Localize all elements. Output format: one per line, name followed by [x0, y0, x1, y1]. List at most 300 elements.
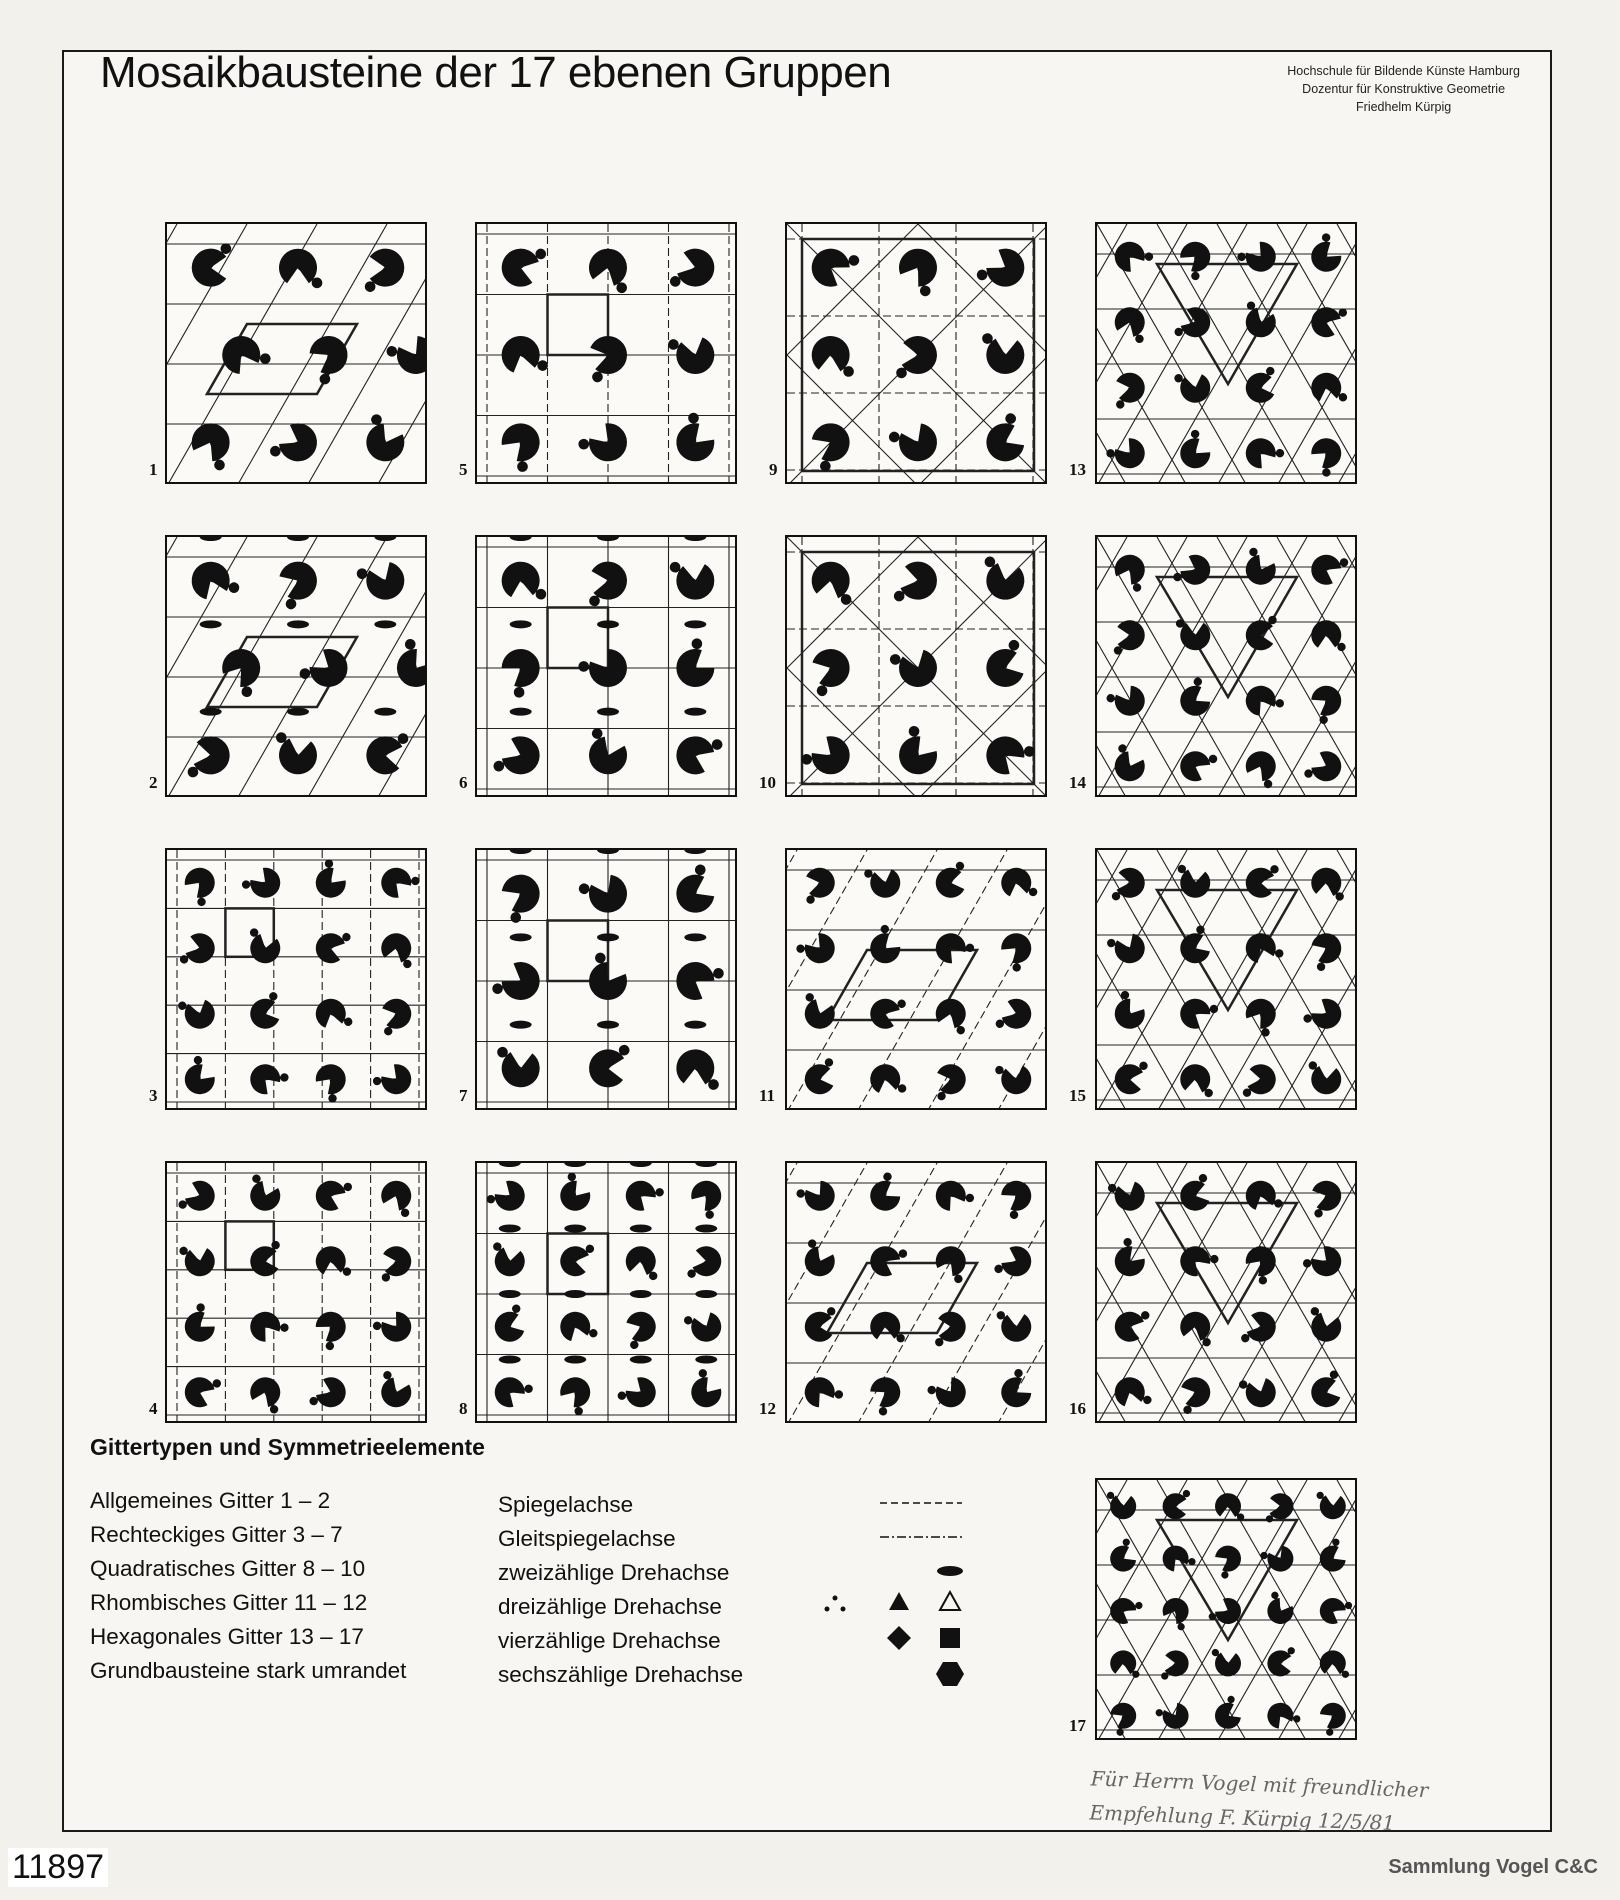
motif-shape: [864, 1372, 909, 1418]
motif-shape: [577, 867, 634, 922]
motif-shape: [307, 858, 353, 904]
motif-shape: [1105, 431, 1151, 477]
twofold-axis-marker: [200, 537, 222, 541]
motif-shape: [192, 243, 231, 286]
motif-shape: [493, 416, 551, 475]
motif-shape: [797, 992, 840, 1033]
motif-shape: [578, 726, 634, 780]
pattern-panel-13: [1095, 222, 1357, 484]
archive-id: 11897: [8, 1848, 108, 1887]
institution-line-3: Friedhelm Kürpig: [1356, 100, 1452, 114]
motif-shape: [683, 1307, 725, 1348]
pattern-drawing: [167, 224, 427, 484]
twofold-axis-marker: [499, 1356, 521, 1364]
pattern-panel-15: [1095, 848, 1357, 1110]
motif-shape: [804, 417, 858, 473]
motif-shape: [1106, 1492, 1137, 1520]
twofold-axis-marker: [695, 1421, 717, 1423]
motif-shape: [488, 1242, 528, 1279]
motif-shape: [176, 1054, 222, 1100]
motif-shape: [309, 1058, 355, 1104]
pattern-drawing: [477, 224, 737, 484]
twofold-axis-marker: [695, 1290, 717, 1298]
panel-number: 4: [149, 1399, 158, 1418]
motif-shape: [1263, 1696, 1302, 1734]
motif-shape: [246, 991, 285, 1032]
motif-shape: [375, 859, 421, 905]
pattern-drawing: [1097, 224, 1357, 484]
motif-shape: [933, 861, 970, 900]
motif-shape: [1307, 1177, 1346, 1218]
motif-shape: [385, 637, 427, 695]
twofold-axis-marker: [510, 850, 532, 854]
motif-shape: [1313, 1537, 1351, 1576]
motif-shape: [1259, 1590, 1298, 1629]
motif-shape: [1244, 862, 1279, 900]
motif-shape: [865, 1237, 909, 1282]
motif-shape: [489, 1303, 530, 1345]
motif-shape: [495, 1047, 540, 1089]
twofold-axis-marker: [597, 850, 619, 854]
twofold-axis-marker: [630, 1290, 652, 1298]
twofold-axis-marker: [630, 1356, 652, 1364]
twofold-axis-marker: [684, 708, 706, 716]
motif-shape: [1176, 1374, 1215, 1415]
motif-shape: [684, 1175, 730, 1221]
motif-shape: [1177, 1308, 1218, 1347]
motif-shape: [551, 1171, 597, 1217]
motif-shape: [870, 1311, 905, 1343]
pattern-drawing: [1097, 537, 1357, 797]
motif-shape: [675, 1048, 720, 1090]
motif-shape: [588, 1043, 630, 1088]
twofold-axis-marker: [684, 620, 706, 628]
motif-shape: [177, 994, 218, 1033]
lattice-item: Rhombisches Gitter 11 – 12: [90, 1590, 368, 1615]
motif-shape: [616, 1370, 662, 1416]
lattice-item: Allgemeines Gitter 1 – 2: [90, 1488, 331, 1513]
motif-shape: [177, 1175, 219, 1219]
motif-shape: [1303, 232, 1349, 278]
pattern-panel-3: [165, 848, 427, 1110]
motif-shape: [576, 640, 634, 697]
motif-shape: [1154, 1697, 1193, 1735]
motif-shape: [1104, 1537, 1142, 1576]
panel-number: 6: [459, 773, 468, 792]
motif-shape: [623, 1244, 663, 1281]
lattice-item: Rechteckiges Gitter 3 – 7: [90, 1522, 343, 1547]
motif-shape: [1175, 742, 1219, 787]
motif-shape: [364, 729, 409, 777]
twofold-axis-marker: [597, 708, 619, 716]
motif-shape: [993, 1367, 1038, 1413]
symmetry-symbols: [820, 1488, 970, 1698]
motif-shape: [1242, 1062, 1277, 1100]
legend-heading: Gittertypen und Symmetrieelemente: [90, 1434, 485, 1460]
motif-shape: [799, 1369, 845, 1414]
pattern-drawing: [787, 1163, 1047, 1423]
pattern-panel-17: [1095, 1478, 1357, 1740]
motif-shape: [314, 1244, 351, 1279]
motif-shape: [994, 994, 1035, 1037]
handwriting-line-1: Für Herrn Vogel mit freundlicher: [1090, 1766, 1429, 1803]
panel-number: 9: [769, 460, 778, 479]
element-item: zweizählige Drehachse: [498, 1560, 730, 1585]
motif-shape: [1111, 371, 1147, 410]
motif-shape: [810, 335, 856, 377]
motif-shape: [979, 725, 1037, 784]
pattern-panel-11: [785, 848, 1047, 1110]
motif-shape: [996, 1310, 1031, 1342]
motif-shape: [308, 1372, 350, 1416]
panel-number: 16: [1069, 1399, 1086, 1418]
motif-shape: [184, 416, 241, 472]
motif-shape: [1239, 993, 1285, 1038]
motif-shape: [1266, 1493, 1294, 1524]
motif-shape: [670, 725, 724, 781]
pattern-drawing: [167, 537, 427, 797]
motif-shape: [365, 249, 404, 292]
motif-shape: [1215, 1493, 1246, 1521]
motif-shape: [244, 1055, 290, 1101]
handwritten-dedication: [1089, 1761, 1471, 1842]
element-item: sechszählige Drehachse: [498, 1662, 744, 1687]
motif-shape: [980, 639, 1031, 692]
twofold-axis-marker: [287, 537, 309, 541]
motif-shape: [355, 555, 410, 608]
motif-shape: [1106, 743, 1151, 787]
motif-shape: [176, 1302, 221, 1348]
twofold-axis-marker: [510, 537, 532, 541]
motif-shape: [1237, 300, 1280, 341]
motif-shape: [889, 643, 942, 694]
motif-shape: [490, 954, 547, 1012]
motif-shape: [1111, 1304, 1150, 1345]
panel-number: 7: [459, 1086, 468, 1105]
panel-number: 10: [759, 773, 776, 792]
twofold-axis-marker: [287, 620, 309, 628]
twofold-axis-marker: [499, 1225, 521, 1233]
motif-shape: [666, 636, 723, 694]
motif-shape: [1240, 678, 1285, 722]
motif-shape: [180, 1369, 222, 1413]
twofold-axis-marker: [510, 795, 532, 797]
institution-line-2: Dozentur für Konstruktive Geometrie: [1302, 82, 1506, 96]
panel-number: 13: [1069, 460, 1086, 479]
motif-shape: [494, 868, 549, 925]
motif-shape: [1319, 1650, 1350, 1678]
panel-number: 5: [459, 460, 468, 479]
motif-shape: [584, 244, 637, 294]
element-item: vierzählige Drehachse: [498, 1628, 721, 1653]
motif-shape: [1106, 927, 1150, 969]
motif-shape: [804, 237, 861, 295]
motif-shape: [862, 1171, 907, 1217]
twofold-axis-marker: [564, 1225, 586, 1233]
motif-shape: [1106, 1236, 1152, 1282]
twofold-axis-marker: [564, 1421, 586, 1423]
motif-shape: [926, 1371, 972, 1416]
motif-shape: [489, 1368, 535, 1414]
element-item: dreizählige Drehachse: [498, 1594, 722, 1619]
motif-shape: [1236, 235, 1282, 281]
motif-shape: [995, 1061, 1034, 1098]
motif-shape: [577, 951, 635, 1008]
motif-shape: [1113, 1058, 1148, 1096]
motif-shape: [178, 862, 224, 908]
twofold-axis-marker: [695, 1356, 717, 1364]
motif-shape: [312, 926, 351, 967]
twofold-axis-marker: [597, 537, 619, 541]
twofold-axis-marker: [499, 1163, 521, 1167]
twofold-axis-marker: [374, 620, 396, 628]
motif-shape: [493, 642, 550, 700]
motif-shape: [215, 326, 272, 382]
twofold-axis-marker: [499, 1290, 521, 1298]
panel-number: 11: [759, 1086, 776, 1105]
motif-shape: [1240, 746, 1285, 790]
motif-shape: [240, 861, 286, 907]
panel-number: 12: [759, 1399, 776, 1418]
pattern-panel-8: [475, 1161, 737, 1423]
motif-shape: [978, 411, 1032, 467]
motif-shape: [309, 1306, 354, 1352]
pattern-drawing: [477, 1163, 737, 1423]
motif-shape: [669, 950, 726, 1008]
motif-shape: [271, 732, 319, 777]
motif-shape: [1210, 1541, 1248, 1580]
motif-shape: [1107, 1176, 1148, 1215]
motif-shape: [497, 239, 547, 292]
twofold-axis-marker: [564, 1290, 586, 1298]
motif-shape: [1307, 1370, 1346, 1411]
motif-shape: [978, 556, 1029, 604]
motif-shape: [492, 729, 546, 785]
pattern-drawing: [1097, 850, 1357, 1110]
motif-shape: [1243, 366, 1279, 405]
twofold-axis-marker: [597, 620, 619, 628]
panel-number: 1: [149, 460, 158, 479]
collection-label: Sammlung Vogel C&C: [1388, 1856, 1598, 1878]
motif-shape: [179, 929, 218, 970]
sixfold-hexagon-icon: [936, 1662, 964, 1686]
panel-number: 15: [1069, 1086, 1086, 1105]
motif-shape: [891, 241, 949, 298]
motif-shape: [1309, 370, 1348, 406]
twofold-axis-marker: [374, 795, 396, 797]
motif-shape: [1305, 680, 1349, 725]
motif-shape: [669, 243, 719, 296]
twofold-axis-marker: [684, 850, 706, 854]
motif-shape: [313, 995, 354, 1034]
motif-shape: [377, 930, 418, 969]
pattern-panel-4: [165, 1161, 427, 1423]
twofold-axis-marker: [510, 1108, 532, 1110]
motif-shape: [1111, 1373, 1152, 1412]
motif-shape: [214, 641, 272, 699]
motif-shape: [244, 1303, 290, 1348]
symmetry-element-list: [498, 1488, 743, 1692]
motif-shape: [1242, 1176, 1283, 1215]
motif-shape: [1241, 927, 1285, 969]
pattern-drawing: [167, 1163, 427, 1423]
fourfold-square-icon: [940, 1628, 960, 1648]
motif-shape: [1172, 549, 1216, 594]
motif-shape: [1259, 1540, 1298, 1578]
pattern-panel-2: [165, 535, 427, 797]
motif-shape: [932, 1062, 969, 1101]
motif-shape: [1267, 1646, 1295, 1677]
lattice-list: [90, 1484, 406, 1688]
twofold-axis-marker: [287, 795, 309, 797]
motif-shape: [248, 1240, 283, 1277]
pattern-panel-1: [165, 222, 427, 484]
motif-shape: [500, 560, 547, 603]
twofold-axis-marker: [374, 708, 396, 716]
handwriting-line-2: Empfehlung F. Kürpig 12/5/81: [1089, 1800, 1396, 1836]
motif-shape: [1176, 1173, 1215, 1214]
motif-shape: [1173, 236, 1219, 282]
motif-shape: [1110, 1650, 1141, 1678]
twofold-axis-marker: [499, 1421, 521, 1423]
motif-shape: [1174, 864, 1212, 899]
motif-shape: [1211, 1649, 1242, 1677]
motif-shape: [371, 1057, 417, 1103]
twofold-axis-marker: [287, 708, 309, 716]
institution-line-1: Hochschule für Bildende Künste Hamburg: [1287, 64, 1520, 78]
twofold-axis-marker: [630, 1421, 652, 1423]
twofold-axis-marker: [564, 1356, 586, 1364]
motif-shape: [373, 1370, 417, 1412]
motif-shape: [242, 1173, 286, 1215]
twofold-axis-marker: [200, 620, 222, 628]
institution-block: [1287, 62, 1520, 116]
motif-shape: [620, 1171, 666, 1217]
motif-shape: [1176, 619, 1211, 651]
motif-shape: [1178, 1063, 1216, 1098]
motif-shape: [558, 1240, 595, 1280]
element-item: Spiegelachse: [498, 1492, 634, 1517]
motif-shape: [868, 1061, 907, 1098]
motif-shape: [179, 1244, 216, 1279]
motif-shape: [1161, 1650, 1189, 1681]
pattern-panel-16: [1095, 1161, 1357, 1423]
pattern-drawing: [477, 537, 737, 797]
motif-shape: [1315, 1590, 1354, 1629]
twofold-axis-marker: [510, 933, 532, 941]
motif-shape: [669, 559, 716, 602]
motif-shape: [187, 734, 232, 782]
motif-shape: [1162, 1489, 1190, 1520]
panel-number: 14: [1069, 773, 1086, 792]
twofold-axis-marker: [597, 1021, 619, 1029]
element-item: Gleitspiegelachse: [498, 1526, 676, 1551]
pattern-drawing: [787, 850, 1047, 1110]
lattice-item: Grundbausteine stark umrandet: [90, 1658, 407, 1683]
pattern-panel-5: [475, 222, 737, 484]
motif-shape: [379, 1245, 414, 1282]
fourfold-diamond-icon: [887, 1626, 911, 1650]
motif-shape: [1158, 1539, 1197, 1577]
motif-shape: [887, 724, 946, 782]
pattern-panel-6: [475, 535, 737, 797]
twofold-axis-marker: [630, 1225, 652, 1233]
motif-shape: [805, 644, 856, 697]
twofold-axis-marker: [684, 1108, 706, 1110]
lattice-item: Hexagonales Gitter 13 – 17: [90, 1624, 364, 1649]
motif-shape: [1105, 1590, 1144, 1629]
motif-shape: [485, 1174, 531, 1220]
motif-shape: [245, 1372, 289, 1414]
motif-shape: [667, 863, 722, 920]
motif-shape: [1304, 432, 1350, 478]
motif-shape: [1305, 1061, 1343, 1096]
motif-shape: [1309, 866, 1347, 901]
twofold-axis-marker: [684, 933, 706, 941]
twofold-axis-marker: [684, 795, 706, 797]
motif-shape: [1306, 546, 1350, 591]
motif-shape: [621, 1308, 662, 1350]
motif-shape: [279, 249, 322, 288]
motif-shape: [665, 411, 723, 470]
panel-number: 17: [1069, 1716, 1086, 1735]
twofold-axis-marker: [374, 537, 396, 541]
motif-shape: [1307, 299, 1348, 342]
motif-shape: [931, 995, 974, 1036]
motif-shape: [994, 927, 1040, 973]
pattern-panel-9: [785, 222, 1047, 484]
twofold-axis-marker: [510, 708, 532, 716]
motif-shape: [887, 416, 943, 470]
motif-shape: [802, 1058, 839, 1097]
pattern-drawing: [787, 224, 1047, 484]
motif-shape: [371, 1305, 417, 1350]
page-title: Mosaikbausteine der 17 ebenen Gruppen: [100, 48, 892, 97]
threefold-open-icon: [940, 1592, 960, 1610]
motif-shape: [376, 1176, 420, 1218]
twofold-axis-marker: [200, 795, 222, 797]
motif-shape: [1302, 992, 1347, 1038]
motif-shape: [866, 991, 907, 1034]
pattern-drawing: [167, 850, 427, 1110]
motif-shape: [993, 1240, 1037, 1285]
twofold-axis-marker: [510, 620, 532, 628]
twofold-axis-marker: [684, 537, 706, 541]
motif-shape: [795, 1174, 841, 1219]
twofold-axis-marker: [597, 795, 619, 797]
motif-shape: [1239, 1240, 1285, 1286]
motif-shape: [1113, 620, 1145, 655]
pattern-panel-10: [785, 535, 1047, 797]
twofold-axis-marker: [695, 1225, 717, 1233]
threefold-dots-icon: [833, 1596, 838, 1601]
motif-shape: [1311, 620, 1346, 652]
lattice-item: Quadratisches Gitter 8 – 10: [90, 1556, 366, 1581]
motif-shape: [385, 328, 427, 384]
twofold-axis-marker: [684, 1021, 706, 1029]
motif-shape: [930, 1173, 976, 1218]
twofold-axis-marker: [564, 1163, 586, 1167]
motif-shape: [243, 927, 284, 966]
twofold-axis-marker: [630, 1163, 652, 1167]
twofold-axis-marker: [695, 1163, 717, 1167]
motif-shape: [553, 1371, 599, 1417]
pattern-panel-12: [785, 1161, 1047, 1423]
twofold-axis-marker: [200, 708, 222, 716]
twofold-axis-marker: [597, 933, 619, 941]
motif-shape: [801, 865, 838, 904]
twofold-axis-icon: [937, 1566, 963, 1576]
